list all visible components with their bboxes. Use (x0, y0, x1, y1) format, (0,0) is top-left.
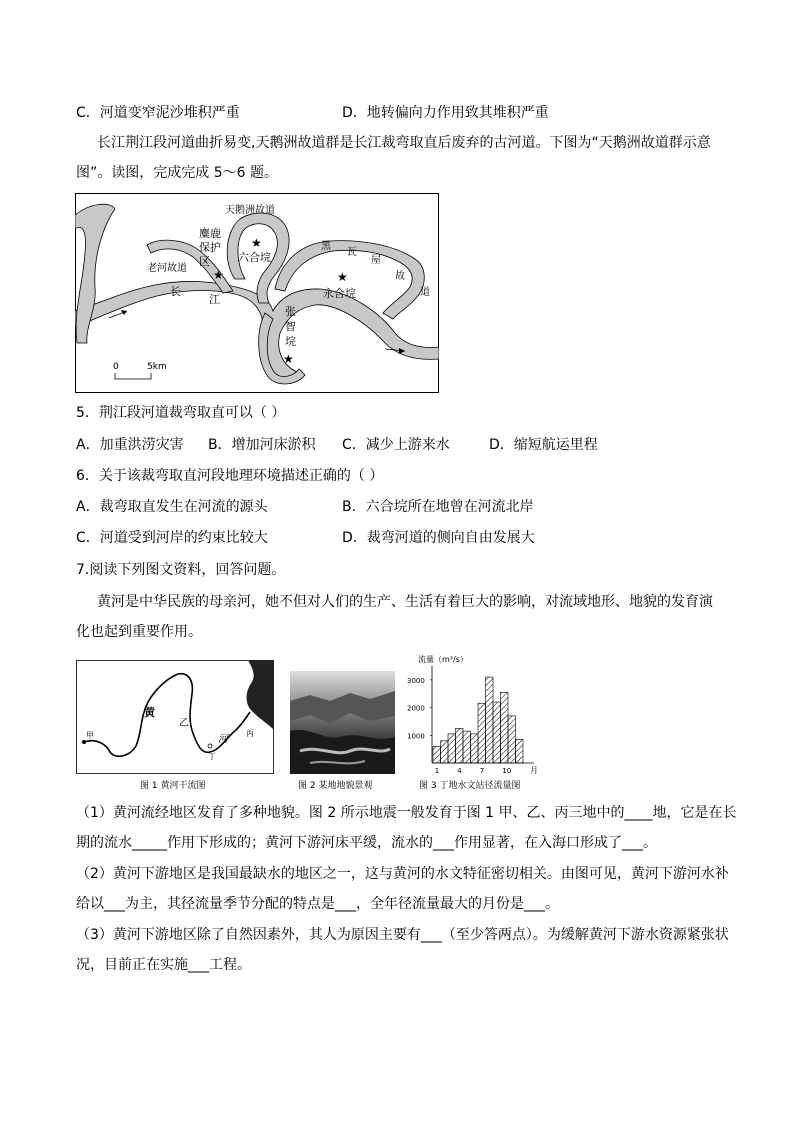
q7-sub3-line2: 况，目前正在实施___工程。 (76, 957, 251, 973)
xtick-label-1: 1 (434, 767, 440, 775)
fig1-frame (77, 661, 274, 774)
chart-ylabel: 流量（m³/s） (418, 655, 468, 664)
scale-zero: 0 (113, 362, 119, 372)
fig3-caption: 图 3 丁地水文站径流量图 (419, 781, 521, 791)
star-zhangzhi: ★ (283, 352, 294, 366)
runoff-chart (406, 652, 546, 776)
label-jia: 甲 (86, 731, 94, 740)
bar-month-5 (463, 731, 471, 763)
q6-option-c: C．河道受到河岸的约束比较大 (76, 530, 268, 546)
label-laohe: 老河故道 (147, 263, 187, 274)
bar-month-1 (433, 746, 441, 763)
ytick-label-2000: 2000 (407, 704, 425, 713)
chart-bars (433, 677, 523, 763)
label-milu-2: 保护 (199, 241, 221, 254)
bar-month-7 (478, 703, 486, 763)
q7-sub2-line1: （2）黄河下游地区是我国最缺水的地区之一，这与黄河的水文特征密切相关。由图可见，黄河下游河水补 (76, 866, 729, 882)
q4-option-c: C．河道变窄泥沙堆积严重 (76, 105, 240, 121)
bar-month-10 (501, 692, 509, 763)
label-ding: 丁 (208, 752, 216, 761)
bar-month-6 (471, 734, 479, 763)
chart-yticks (407, 677, 432, 740)
yellow-river-map (76, 660, 274, 774)
star-liuhe: ★ (251, 236, 262, 250)
q7-sub3-line1: （3）黄河下游地区除了自然因素外，其人为原因主要有___（至少答两点）。为缓解黄河下游水资源紧张状 (76, 927, 729, 943)
label-milu-3: 区 (199, 255, 210, 268)
bar-month-9 (493, 702, 501, 763)
label-yonghe: 永合垸 (323, 287, 356, 300)
label-heiwawu-4: 故 (395, 271, 405, 282)
label-huang: 黄 (144, 706, 155, 719)
q6-option-b: B．六合垸所在地曾在河流北岸 (342, 499, 534, 515)
scale-text: 5km (147, 362, 167, 372)
label-bing: 丙 (246, 729, 254, 738)
q5-option-b: B．增加河床淤积 (208, 437, 316, 453)
tianezhou-map (75, 193, 439, 393)
label-zhangzhi-2: 智 (285, 320, 296, 333)
q5-option-a: A．加重洪涝灾害 (76, 437, 184, 453)
q6-option-a: A．裁弯取直发生在河流的源头 (76, 499, 268, 515)
fig1-caption: 图 1 黄河干流图 (140, 781, 206, 791)
chart-xticks (435, 767, 511, 775)
intro-line-1: 长江荆江段河道曲折易变,天鹅洲故道群是长江裁弯取直后废弃的古河道。下图为“天鹅洲故道群示意 (97, 135, 711, 151)
q7-stem: 7.阅读下列图文资料，回答问题。 (76, 562, 286, 578)
q4-option-d: D．地转偏向力作用致其堆积严重 (342, 105, 549, 121)
label-zhangzhi-3: 垸 (285, 335, 296, 348)
label-liuhe: 六合垸 (238, 251, 271, 264)
q5-option-c: C．减少上游来水 (342, 437, 450, 453)
q7-sub1-line1: （1）黄河流经地区发育了多种地貌。图 2 所示地震一般发育于图 1 甲、乙、丙三地中的____地，它是在长 (76, 805, 737, 821)
intro-line-2: 图”。读图，完成完成 5～6 题。 (76, 165, 278, 181)
label-heiwawu-3: 屋 (371, 255, 381, 266)
label-changjiang-1: 长 (170, 285, 181, 298)
fig2-caption: 图 2 某地地貌景观 (298, 781, 373, 791)
chart-xlabel: 月 (530, 766, 538, 775)
label-zhangzhi-1: 张 (285, 305, 296, 318)
label-yi: 乙 (179, 718, 189, 729)
label-changjiang-2: 江 (209, 293, 220, 306)
bar-month-3 (448, 734, 456, 763)
q6-option-d: D．裁弯河道的侧向自由发展大 (342, 530, 535, 546)
q5-option-d: D．缩短航运里程 (489, 437, 598, 453)
star-yonghe: ★ (337, 270, 348, 284)
q7-sub1-line2: 期的流水_____作用下形成的；黄河下游河床平缓，流水的___作用显著，在入海口形成了___。 (76, 835, 657, 851)
bar-month-8 (486, 677, 494, 763)
label-he: 河 (218, 734, 228, 745)
q7-para-1: 黄河是中华民族的母亲河，她不但对人们的生产、生活有着巨大的影响，对流域地形、地貌的发育演 (97, 594, 713, 610)
bar-month-4 (456, 728, 464, 763)
star-milu: ★ (213, 268, 224, 282)
ytick-label-3000: 3000 (407, 676, 425, 685)
label-heiwawu-5: 道 (420, 287, 430, 298)
label-heiwawu-2: 瓦 (347, 247, 357, 258)
xtick-label-4: 4 (457, 767, 462, 775)
point-jia (82, 740, 86, 744)
map-title: 天鹅洲故道 (225, 205, 275, 216)
landscape-photo (290, 671, 395, 774)
q5-stem: 5．荆江段河道裁弯取直可以（ ） (76, 405, 286, 421)
bar-month-2 (441, 741, 449, 763)
q7-sub2-line2: 给以___为主，其径流量季节分配的特点是___，全年径流量最大的月份是___。 (76, 896, 559, 912)
q7-para-2: 化也起到重要作用。 (76, 624, 202, 640)
ytick-label-1000: 1000 (407, 732, 425, 741)
bar-month-12 (516, 739, 524, 763)
bar-month-11 (508, 716, 516, 763)
xtick-label-7: 7 (479, 767, 485, 775)
xtick-label-10: 10 (502, 767, 512, 775)
label-milu-1: 麋鹿 (199, 227, 221, 240)
label-heiwawu-1: 黑 (321, 241, 331, 252)
q6-stem: 6．关于该裁弯取直河段地理环境描述正确的（ ） (76, 468, 384, 484)
